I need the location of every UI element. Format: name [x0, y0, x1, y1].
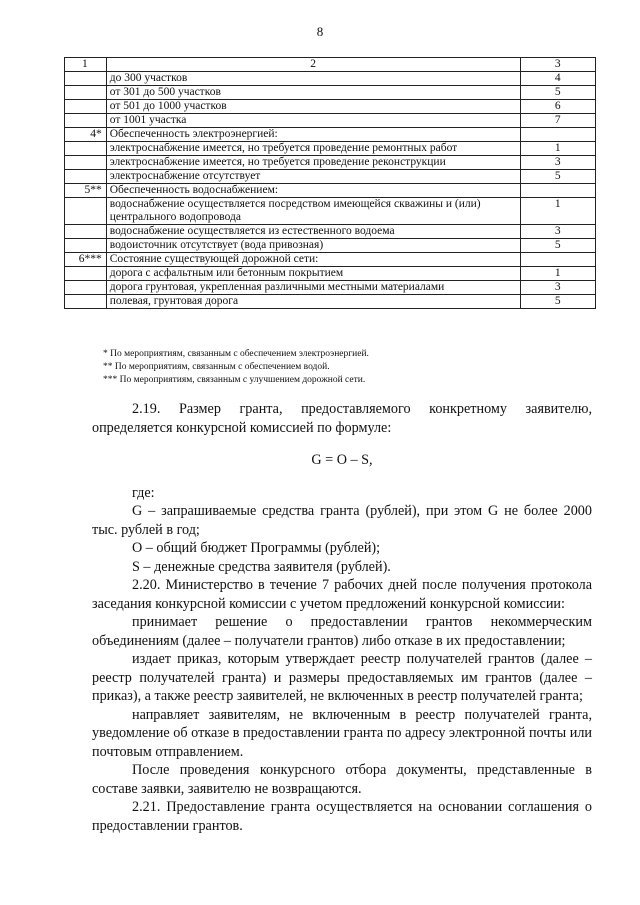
row-number-cell	[65, 72, 107, 86]
table-header-row	[65, 58, 596, 72]
row-criterion-cell: от 501 до 1000 участков	[106, 100, 520, 114]
definition-g: G – запрашиваемые средства гранта (рублей), при этом G не более 2000 тыс. рублей в год;	[92, 503, 592, 538]
table-row	[65, 281, 596, 295]
row-criterion-cell: дорога с асфальтным или бетонным покрытием	[106, 267, 520, 281]
row-score-cell: 6	[520, 100, 595, 114]
header-cell-3: 3	[520, 58, 595, 72]
row-score-cell: 1	[520, 142, 595, 156]
table-row	[65, 253, 596, 267]
table-row	[65, 225, 596, 239]
row-criterion-cell: Обеспеченность электроэнергией:	[106, 128, 520, 142]
paragraph-accepts-decision: принимает решение о предоставлении грантов некоммерческим объединениям (далее – получатели грантов) либо отказе в их предоставлении;	[92, 614, 592, 649]
table-row	[65, 72, 596, 86]
row-number-cell	[65, 198, 107, 225]
table-row	[65, 86, 596, 100]
row-number-cell	[65, 114, 107, 128]
row-criterion-cell: водоснабжение осуществляется из естественного водоема	[106, 225, 520, 239]
grant-formula: G = O – S,	[311, 452, 373, 468]
row-criterion-cell: электроснабжение имеется, но требуется проведение ремонтных работ	[106, 142, 520, 156]
row-criterion-cell: дорога грунтовая, укрепленная различными местными материалами	[106, 281, 520, 295]
row-criterion-cell: Состояние существующей дорожной сети:	[106, 253, 520, 267]
row-number-cell: 6***	[65, 253, 107, 267]
row-criterion-cell: электроснабжение имеется, но требуется проведение реконструкции	[106, 156, 520, 170]
row-score-cell: 5	[520, 86, 595, 100]
row-score-cell: 5	[520, 170, 595, 184]
table-row	[65, 239, 596, 253]
row-number-cell	[65, 142, 107, 156]
table-row	[65, 267, 596, 281]
row-criterion-cell: до 300 участков	[106, 72, 520, 86]
row-criterion-cell: от 301 до 500 участков	[106, 86, 520, 100]
row-number-cell	[65, 281, 107, 295]
row-number-cell: 4*	[65, 128, 107, 142]
row-criterion-cell: от 1001 участка	[106, 114, 520, 128]
definition-o: O – общий бюджет Программы (рублей);	[132, 540, 381, 556]
criteria-table	[64, 57, 596, 309]
paragraph-sends-notice: направляет заявителям, не включенным в реестр получателей гранта, уведомление об отказе в предоставлении гранта по адресу электронной почты или почтовым отправлением.	[92, 706, 592, 760]
row-score-cell: 1	[520, 198, 595, 225]
row-score-cell: 4	[520, 72, 595, 86]
row-number-cell	[65, 295, 107, 309]
footnote-electricity: * По мероприятиям, связанным с обеспечением электроэнергией.	[103, 349, 369, 359]
paragraph-2-20: 2.20. Министерство в течение 7 рабочих дней после получения протокола заседания конкурсной комиссии с учетом предложений конкурсной комиссии:	[92, 577, 592, 612]
table-row	[65, 114, 596, 128]
paragraph-issues-order: издает приказ, которым утверждает реестр получателей грантов (далее – реестр получателей гранта) и размеры предоставляемых им грантов (далее – приказ), а также реестр заявителей, не включенных в реестр получателей гранта;	[92, 651, 592, 704]
table-row	[65, 198, 596, 225]
row-criterion-cell: водоснабжение осуществляется посредством имеющейся скважины и (или) центрального водопровода	[106, 198, 520, 225]
row-criterion-cell: водоисточник отсутствует (вода привозная)	[106, 239, 520, 253]
row-number-cell: 5**	[65, 184, 107, 198]
table-row	[65, 170, 596, 184]
row-score-cell: 3	[520, 156, 595, 170]
row-score-cell: 3	[520, 225, 595, 239]
header-cell-2: 2	[106, 58, 520, 72]
table-row	[65, 100, 596, 114]
row-number-cell	[65, 225, 107, 239]
header-cell-1: 1	[65, 58, 107, 72]
paragraph-2-21: 2.21. Предоставление гранта осуществляется на основании соглашения о предоставлении грантов.	[92, 799, 592, 834]
row-number-cell	[65, 170, 107, 184]
table-row	[65, 156, 596, 170]
footnote-water: ** По мероприятиям, связанным с обеспечением водой.	[103, 362, 330, 372]
row-criterion-cell: полевая, грунтовая дорога	[106, 295, 520, 309]
row-number-cell	[65, 86, 107, 100]
row-number-cell	[65, 156, 107, 170]
body-text	[92, 400, 592, 835]
row-score-cell	[520, 184, 595, 198]
page-number: 8	[316, 24, 324, 39]
row-score-cell	[520, 253, 595, 267]
row-score-cell: 1	[520, 267, 595, 281]
footnote-roads: *** По мероприятиям, связанным с улучшением дорожной сети.	[103, 375, 366, 385]
row-score-cell: 3	[520, 281, 595, 295]
paragraph-documents-not-returned: После проведения конкурсного отбора документы, представленные в составе заявки, заявителю не возвращаются.	[92, 762, 592, 797]
paragraph-2-19: 2.19. Размер гранта, предоставляемого конкретному заявителю, определяется конкурсной комиссией по формуле:	[92, 401, 592, 436]
row-number-cell	[65, 267, 107, 281]
table-row	[65, 295, 596, 309]
row-number-cell	[65, 239, 107, 253]
table-row	[65, 184, 596, 198]
row-criterion-cell: электроснабжение отсутствует	[106, 170, 520, 184]
table-row	[65, 142, 596, 156]
footnotes	[103, 348, 369, 387]
where-label: где:	[132, 484, 155, 501]
row-score-cell: 5	[520, 295, 595, 309]
row-score-cell: 5	[520, 239, 595, 253]
row-number-cell	[65, 100, 107, 114]
row-criterion-cell: Обеспеченность водоснабжением:	[106, 184, 520, 198]
table-row	[65, 128, 596, 142]
row-score-cell	[520, 128, 595, 142]
definition-s: S – денежные средства заявителя (рублей).	[132, 558, 391, 575]
row-score-cell: 7	[520, 114, 595, 128]
